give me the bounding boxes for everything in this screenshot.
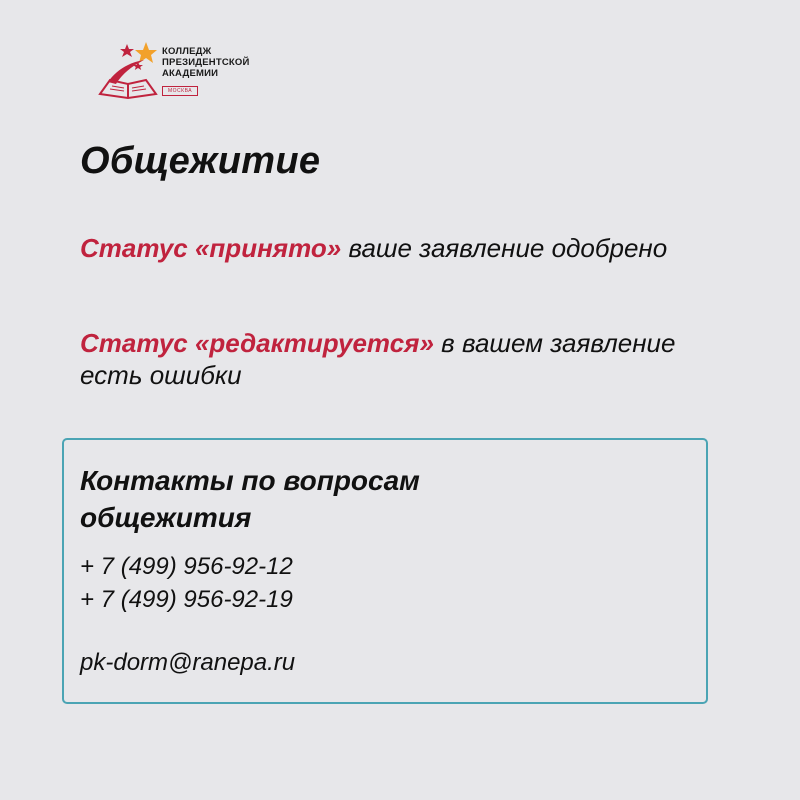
phone-number-2[interactable]: + 7 (499) 956-92-19 — [80, 586, 293, 613]
logo-line-3: АКАДЕМИИ — [162, 68, 219, 79]
page-title: Общежитие — [80, 140, 321, 182]
status-accepted-text: ваше заявление одобрено — [341, 233, 668, 263]
status-editing-text: в вашем заявление есть ошибки — [80, 328, 676, 390]
logo-wordmark — [162, 46, 250, 79]
logo-city-badge: МОСКВА — [162, 86, 198, 96]
status-editing-label: Статус «редактируется» — [80, 328, 434, 358]
contacts-card — [62, 438, 708, 704]
logo-line-2: ПРЕЗИДЕНТСКОЙ — [162, 57, 250, 68]
logo-emblem-icon — [96, 42, 160, 102]
phone-number-1[interactable]: + 7 (499) 956-92-12 — [80, 553, 293, 580]
status-editing — [80, 327, 680, 391]
status-accepted — [80, 232, 680, 264]
email-link[interactable]: pk-dorm@ranepa.ru — [80, 649, 296, 676]
college-logo — [96, 42, 276, 102]
status-accepted-label: Статус «принято» — [80, 233, 342, 263]
logo-line-1: КОЛЛЕДЖ — [162, 46, 212, 57]
contacts-title: Контакты по вопросам общежития — [80, 465, 420, 533]
